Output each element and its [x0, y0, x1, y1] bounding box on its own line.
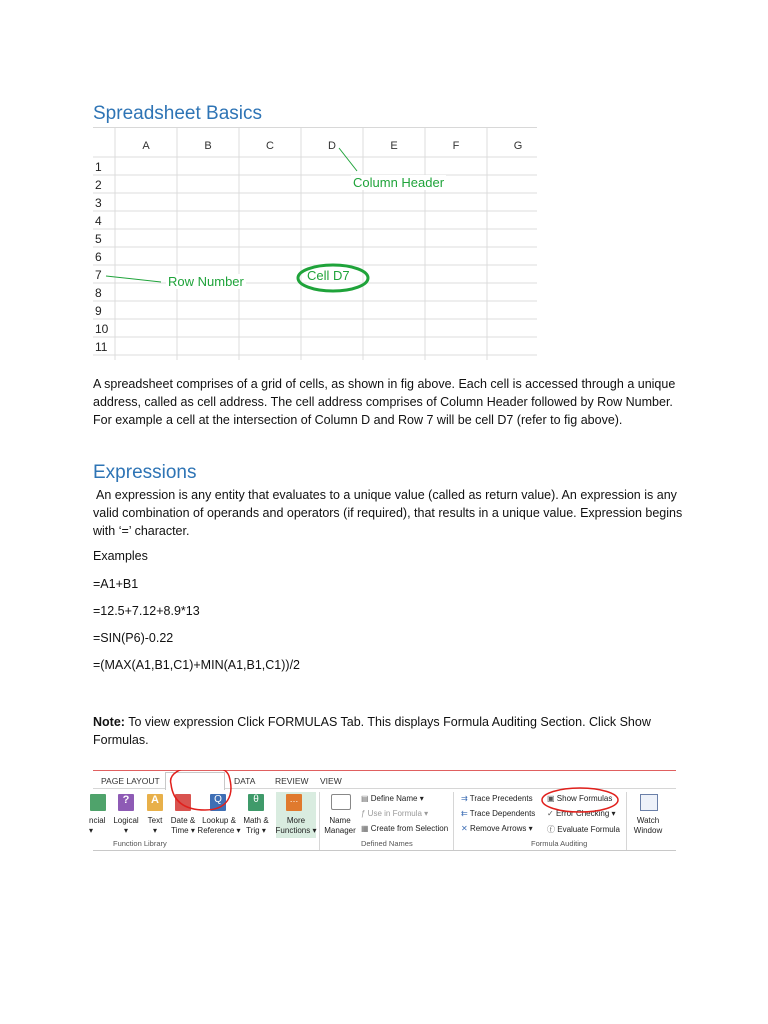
function-library-group-label: Function Library — [113, 839, 167, 848]
row-number-6: 6 — [95, 250, 102, 264]
evaluate-formula-icon: ⓕ — [547, 825, 558, 834]
text-label-line1: Text — [147, 816, 163, 825]
row-number-7: 7 — [95, 268, 102, 282]
trace-precedents-icon: ⇉ — [461, 794, 470, 803]
col-header-g: G — [513, 140, 523, 152]
row-number-9: 9 — [95, 304, 102, 318]
financial-label-line2: ▾ — [89, 826, 94, 835]
row-number-8: 8 — [95, 286, 102, 300]
remove-arrows-icon: ✕ — [461, 824, 470, 833]
formula-auditing-group-label: Formula Auditing — [531, 839, 588, 848]
show-formulas-circle — [542, 788, 618, 812]
row-number-11: 11 — [95, 340, 108, 354]
logical-icon[interactable]: ? — [118, 794, 134, 811]
examples-label: Examples — [93, 549, 148, 563]
col-header-a: A — [142, 140, 150, 152]
trace-precedents-label: Trace Precedents — [469, 794, 533, 803]
example-2: =12.5+7.12+8.9*13 — [93, 604, 200, 618]
more-functions-icon[interactable]: … — [286, 794, 302, 811]
row-number-3: 3 — [95, 196, 102, 210]
column-header-annotation: Column Header — [353, 175, 445, 190]
remove-arrows-label: Remove Arrows ▾ — [469, 824, 533, 833]
show-formulas-label: Show Formulas — [556, 794, 613, 803]
spreadsheet-figure — [93, 128, 537, 360]
col-header-c: C — [266, 140, 274, 152]
name-manager-label-line2: Manager — [324, 826, 356, 835]
tab-review[interactable]: REVIEW — [275, 776, 309, 786]
watch-window-label-line1: Watch — [636, 816, 660, 825]
math-trig-label-line2: Trig ▾ — [246, 826, 266, 835]
logical-label-line1: Logical — [113, 816, 139, 825]
lookup-reference-icon[interactable]: Q — [210, 794, 226, 811]
error-checking-icon: ✓ — [547, 809, 556, 818]
text-label-line2: ▾ — [152, 826, 157, 835]
define-name-icon: ▤ — [361, 794, 371, 803]
define-name-label: Define Name ▾ — [370, 794, 424, 803]
row-number-5: 5 — [95, 232, 102, 246]
row-number-2: 2 — [95, 178, 102, 192]
tab-data[interactable]: DATA — [234, 776, 256, 786]
cell-d7-annotation: Cell D7 — [307, 268, 350, 283]
tab-page-layout[interactable]: PAGE LAYOUT — [101, 776, 160, 786]
spreadsheet-grid — [93, 128, 537, 360]
note-label: Note: — [93, 715, 125, 729]
lookup-reference-label-line1: Lookup & — [202, 816, 236, 825]
math-trig-label-line1: Math & — [243, 816, 269, 825]
expressions-paragraph: An expression is any entity that evaluates to a unique value (called as return value). An expression is any valid combination of operands and operators (if required), that results in a unique value. Expression begins with ‘=’ character. — [93, 488, 683, 538]
trace-dependents-label: Trace Dependents — [469, 809, 536, 818]
row-number-10: 10 — [95, 322, 109, 336]
financial-label-line1: ncial — [89, 816, 106, 825]
use-in-formula-label: Use in Formula ▾ — [367, 809, 429, 818]
note-paragraph — [93, 713, 683, 749]
col-header-e: E — [390, 140, 398, 152]
excel-ribbon — [89, 770, 676, 862]
use-in-formula-icon: ƒ — [361, 809, 368, 818]
page-title: Spreadsheet Basics — [93, 103, 262, 124]
intro-paragraph: A spreadsheet comprises of a grid of cells, as shown in fig above. Each cell is accessed through a unique address, called as cell address. The cell address comprises of Column Header followed by Row Number. For example a cell at the intersection of Column D and Row 7 will be cell D7 (refer to fig above). — [93, 377, 676, 427]
math-trig-icon[interactable]: θ — [248, 794, 264, 811]
evaluate-formula-label: Evaluate Formula — [557, 825, 620, 834]
ribbon-annotations — [93, 770, 676, 862]
note-text: To view expression Click FORMULAS Tab. This displays Formula Auditing Section. Click Show Formulas. — [93, 715, 651, 747]
name-manager-label-line1: Name — [329, 816, 351, 825]
col-header-d: D — [328, 140, 336, 152]
lookup-reference-label-line2: Reference ▾ — [197, 826, 241, 835]
col-header-f: F — [452, 140, 460, 152]
example-1: =A1+B1 — [93, 577, 139, 591]
show-formulas-icon: ▣ — [547, 794, 557, 803]
expressions-heading: Expressions — [93, 462, 197, 483]
trace-dependents-icon: ⇇ — [461, 809, 470, 818]
error-checking-label: Error Checking ▾ — [555, 809, 616, 818]
text-icon[interactable]: A — [147, 794, 163, 811]
date-time-label-line2: Time ▾ — [171, 826, 195, 835]
defined-names-group-label: Defined Names — [361, 839, 413, 848]
col-header-b: B — [204, 140, 212, 152]
more-functions-label-line2: Functions ▾ — [275, 826, 317, 835]
row-number-4: 4 — [95, 214, 102, 228]
create-from-selection-icon: ▦ — [361, 824, 371, 833]
tab-view[interactable]: VIEW — [320, 776, 342, 786]
example-4: =(MAX(A1,B1,C1)+MIN(A1,B1,C1))/2 — [93, 658, 301, 672]
example-3: =SIN(P6)-0.22 — [93, 631, 174, 645]
watch-window-label-line2: Window — [633, 826, 663, 835]
more-functions-label-line1: More — [286, 816, 306, 825]
create-from-selection-label: Create from Selection — [370, 824, 449, 833]
formulas-tab-circle — [171, 770, 231, 810]
row-number-1: 1 — [95, 160, 102, 174]
date-time-label-line1: Date & — [170, 816, 196, 825]
row-number-pointer — [106, 276, 161, 282]
row-number-annotation: Row Number — [168, 274, 244, 289]
logical-label-line2: ▾ — [123, 826, 128, 835]
